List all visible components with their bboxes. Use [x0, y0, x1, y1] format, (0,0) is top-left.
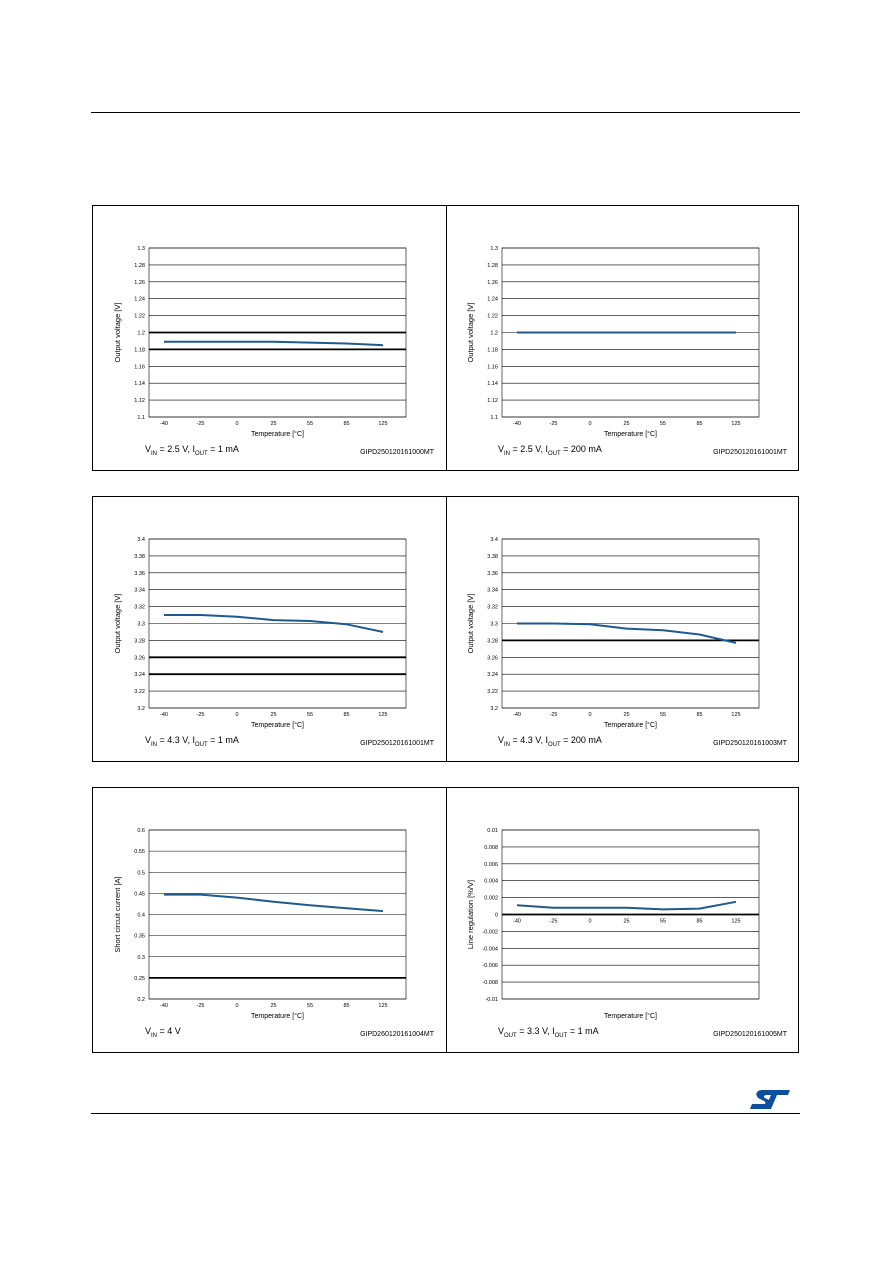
y-tick-label: -0.002	[482, 929, 498, 936]
y-tick-label: 1.18	[487, 347, 498, 354]
y-tick-label: 0.01	[487, 828, 498, 834]
y-tick-label: 3.32	[487, 604, 498, 611]
x-tick-label: 55	[659, 918, 667, 925]
figure-code: GIPD250120161001MT	[713, 449, 787, 456]
y-tick-label: 1.16	[134, 364, 145, 371]
condition-isub: OUT	[547, 742, 561, 748]
y-tick-label: 3.36	[487, 570, 498, 577]
st-logo	[748, 1088, 792, 1110]
y-tick-label: 3.4	[137, 537, 145, 543]
y-tick-label: 1.24	[134, 296, 145, 303]
y-tick-label: 3.2	[490, 706, 498, 712]
x-tick-label: -25	[196, 421, 205, 427]
y-tick-label: 3.38	[134, 553, 145, 560]
x-tick-label: 25	[623, 421, 630, 427]
figure-code: GIPD250120161005MT	[713, 1031, 787, 1038]
x-tick-label: -25	[549, 918, 558, 925]
condition-isub: OUT	[554, 1033, 568, 1039]
condition-label	[498, 1026, 599, 1039]
y-tick-label: 3.34	[487, 587, 498, 594]
chart-output-voltage-4v3-1ma	[93, 497, 445, 761]
condition-mid: = 4 V	[157, 1026, 181, 1036]
y-axis-label: Line regulation [%/V]	[466, 879, 475, 950]
x-tick-label: 85	[343, 421, 350, 427]
y-tick-label: 3.3	[490, 621, 498, 628]
y-tick-label: 0.4	[137, 912, 145, 919]
y-tick-label: -0.008	[482, 980, 498, 987]
y-axis-label: Output voltage [V]	[113, 593, 122, 654]
y-tick-label: 1.26	[134, 279, 145, 286]
y-tick-label: 0.006	[484, 861, 498, 868]
x-tick-label: 0	[588, 421, 592, 427]
y-tick-label: 0.3	[137, 954, 145, 961]
y-tick-label: 3.2	[137, 706, 145, 712]
chart-output-voltage-2v5-1ma	[93, 206, 445, 470]
x-tick-label: 55	[306, 421, 314, 427]
y-tick-label: 3.26	[134, 655, 145, 662]
y-tick-label: 3.22	[134, 689, 145, 696]
y-tick-label: 0.5	[137, 870, 145, 877]
y-tick-label: 3.36	[134, 570, 145, 577]
x-tick-label: 0	[235, 1003, 239, 1009]
x-tick-label: 85	[696, 712, 703, 718]
y-tick-label: -0.006	[482, 963, 498, 970]
condition-v: V	[498, 1026, 505, 1036]
condition-v: V	[498, 444, 505, 454]
y-tick-label: 3.38	[487, 553, 498, 560]
y-tick-label: 0.004	[484, 878, 498, 885]
y-tick-label: 1.14	[487, 381, 498, 388]
x-tick-label: 25	[623, 918, 630, 925]
condition-v: V	[145, 1026, 152, 1036]
condition-vsub: IN	[151, 742, 158, 748]
chart-short-circuit-current	[93, 788, 445, 1052]
condition-end: = 200 mA	[560, 444, 602, 454]
condition-isub: OUT	[194, 742, 208, 748]
condition-vsub: OUT	[504, 1033, 517, 1039]
y-tick-label: 1.12	[134, 398, 145, 405]
condition-vsub: IN	[151, 1033, 158, 1039]
y-tick-label: -0.004	[482, 946, 498, 953]
series-line	[164, 342, 383, 345]
y-tick-label: 1.2	[490, 330, 498, 337]
y-tick-label: 0.2	[137, 997, 145, 1003]
header-rule	[91, 112, 800, 113]
y-tick-label: 1.3	[137, 246, 145, 252]
x-tick-label: -25	[196, 712, 205, 718]
x-tick-label: 125	[731, 712, 741, 718]
condition-vsub: IN	[504, 451, 511, 457]
x-tick-label: 85	[343, 712, 350, 718]
y-tick-label: 1.28	[487, 262, 498, 269]
x-axis-label: Temperature [°C]	[251, 722, 304, 729]
y-tick-label: 1.12	[487, 398, 498, 405]
condition-vsub: IN	[151, 451, 158, 457]
x-tick-label: 25	[623, 712, 630, 718]
x-tick-label: -25	[549, 712, 558, 718]
condition-v: V	[145, 444, 152, 454]
x-axis-label: Temperature [°C]	[604, 1013, 657, 1020]
x-axis-label: Temperature [°C]	[604, 431, 657, 438]
x-tick-label: 25	[270, 421, 277, 427]
y-tick-label: 0.6	[137, 828, 145, 834]
y-tick-label: -0.01	[485, 997, 498, 1003]
x-tick-label: 55	[659, 712, 667, 718]
x-axis-label: Temperature [°C]	[251, 1013, 304, 1020]
condition-mid: = 4.3 V, I	[510, 735, 548, 745]
y-tick-label: 1.16	[487, 364, 498, 371]
x-tick-label: -40	[160, 712, 168, 718]
x-tick-label: 85	[343, 1003, 350, 1009]
condition-isub: OUT	[547, 451, 561, 457]
y-tick-label: 0.25	[134, 975, 145, 982]
y-tick-label: 1.22	[134, 313, 145, 320]
x-tick-label: 125	[731, 918, 741, 925]
y-axis-label: Short circuit current [A]	[113, 876, 122, 953]
y-tick-label: 0.008	[484, 844, 498, 851]
x-tick-label: 0	[588, 918, 592, 925]
y-tick-label: 1.26	[487, 279, 498, 286]
condition-mid: = 3.3 V, I	[516, 1026, 555, 1036]
condition-end: = 1 mA	[207, 444, 239, 454]
x-tick-label: 85	[696, 421, 703, 427]
figure-code: GIPD250120161001MT	[360, 740, 434, 747]
y-tick-label: 0.35	[134, 933, 145, 940]
x-tick-label: -40	[160, 1003, 168, 1009]
condition-vsub: IN	[504, 742, 511, 748]
y-tick-label: 1.1	[490, 415, 498, 421]
x-tick-label: -25	[549, 421, 558, 427]
y-tick-label: 3.28	[487, 638, 498, 645]
x-tick-label: 125	[731, 421, 741, 427]
x-tick-label: 0	[235, 712, 239, 718]
condition-label	[145, 735, 239, 748]
footer-rule	[91, 1113, 800, 1114]
condition-end: = 1 mA	[567, 1026, 599, 1036]
y-tick-label: 3.3	[137, 621, 145, 628]
y-tick-label: 0	[494, 912, 498, 919]
y-tick-label: 3.24	[487, 672, 498, 679]
condition-isub: OUT	[194, 451, 208, 457]
condition-v: V	[145, 735, 152, 745]
x-tick-label: 55	[659, 421, 667, 427]
chart-line-regulation	[446, 788, 798, 1052]
y-tick-label: 1.24	[487, 296, 498, 303]
y-tick-label: 1.3	[490, 246, 498, 252]
y-axis-label: Output voltage [V]	[466, 593, 475, 654]
x-tick-label: -25	[196, 1003, 205, 1009]
y-tick-label: 1.22	[487, 313, 498, 320]
x-tick-label: 0	[235, 421, 239, 427]
y-tick-label: 1.1	[137, 415, 145, 421]
x-tick-label: -40	[513, 712, 521, 718]
x-tick-label: -40	[513, 918, 521, 925]
y-axis-label: Output voltage [V]	[466, 302, 475, 363]
condition-label	[145, 444, 239, 457]
y-tick-label: 3.4	[490, 537, 498, 543]
series-line	[164, 895, 383, 912]
y-tick-label: 3.34	[134, 587, 145, 594]
x-tick-label: 125	[378, 712, 388, 718]
x-tick-label: 125	[378, 1003, 388, 1009]
x-tick-label: -40	[160, 421, 168, 427]
y-tick-label: 3.24	[134, 672, 145, 679]
condition-end: = 200 mA	[560, 735, 602, 745]
x-tick-label: 25	[270, 712, 277, 718]
x-axis-label: Temperature [°C]	[604, 722, 657, 729]
condition-label	[145, 1026, 181, 1039]
chart-output-voltage-4v3-200ma	[446, 497, 798, 761]
y-tick-label: 3.22	[487, 689, 498, 696]
x-tick-label: 85	[696, 918, 703, 925]
x-tick-label: 55	[306, 712, 314, 718]
y-tick-label: 1.28	[134, 262, 145, 269]
y-axis-label: Output voltage [V]	[113, 302, 122, 363]
condition-end: = 1 mA	[207, 735, 239, 745]
figure-code: GIPD250120161000MT	[360, 449, 434, 456]
y-tick-label: 0.55	[134, 849, 145, 856]
y-tick-label: 0.002	[484, 895, 498, 902]
condition-mid: = 2.5 V, I	[157, 444, 195, 454]
chart-output-voltage-2v5-200ma	[446, 206, 798, 470]
condition-label	[498, 444, 602, 457]
y-tick-label: 0.45	[134, 891, 145, 898]
y-tick-label: 3.32	[134, 604, 145, 611]
y-tick-label: 1.18	[134, 347, 145, 354]
condition-mid: = 4.3 V, I	[157, 735, 195, 745]
y-tick-label: 3.28	[134, 638, 145, 645]
condition-v: V	[498, 735, 505, 745]
condition-mid: = 2.5 V, I	[510, 444, 548, 454]
x-tick-label: 0	[588, 712, 592, 718]
series-line	[517, 902, 736, 910]
x-tick-label: -40	[513, 421, 521, 427]
figure-code: GIPD260120161004MT	[360, 1031, 434, 1038]
x-axis-label: Temperature [°C]	[251, 431, 304, 438]
y-tick-label: 3.26	[487, 655, 498, 662]
figure-code: GIPD250120161003MT	[713, 740, 787, 747]
condition-label	[498, 735, 602, 748]
y-tick-label: 1.2	[137, 330, 145, 337]
x-tick-label: 125	[378, 421, 388, 427]
x-tick-label: 25	[270, 1003, 277, 1009]
y-tick-label: 1.14	[134, 381, 145, 388]
x-tick-label: 55	[306, 1003, 314, 1009]
